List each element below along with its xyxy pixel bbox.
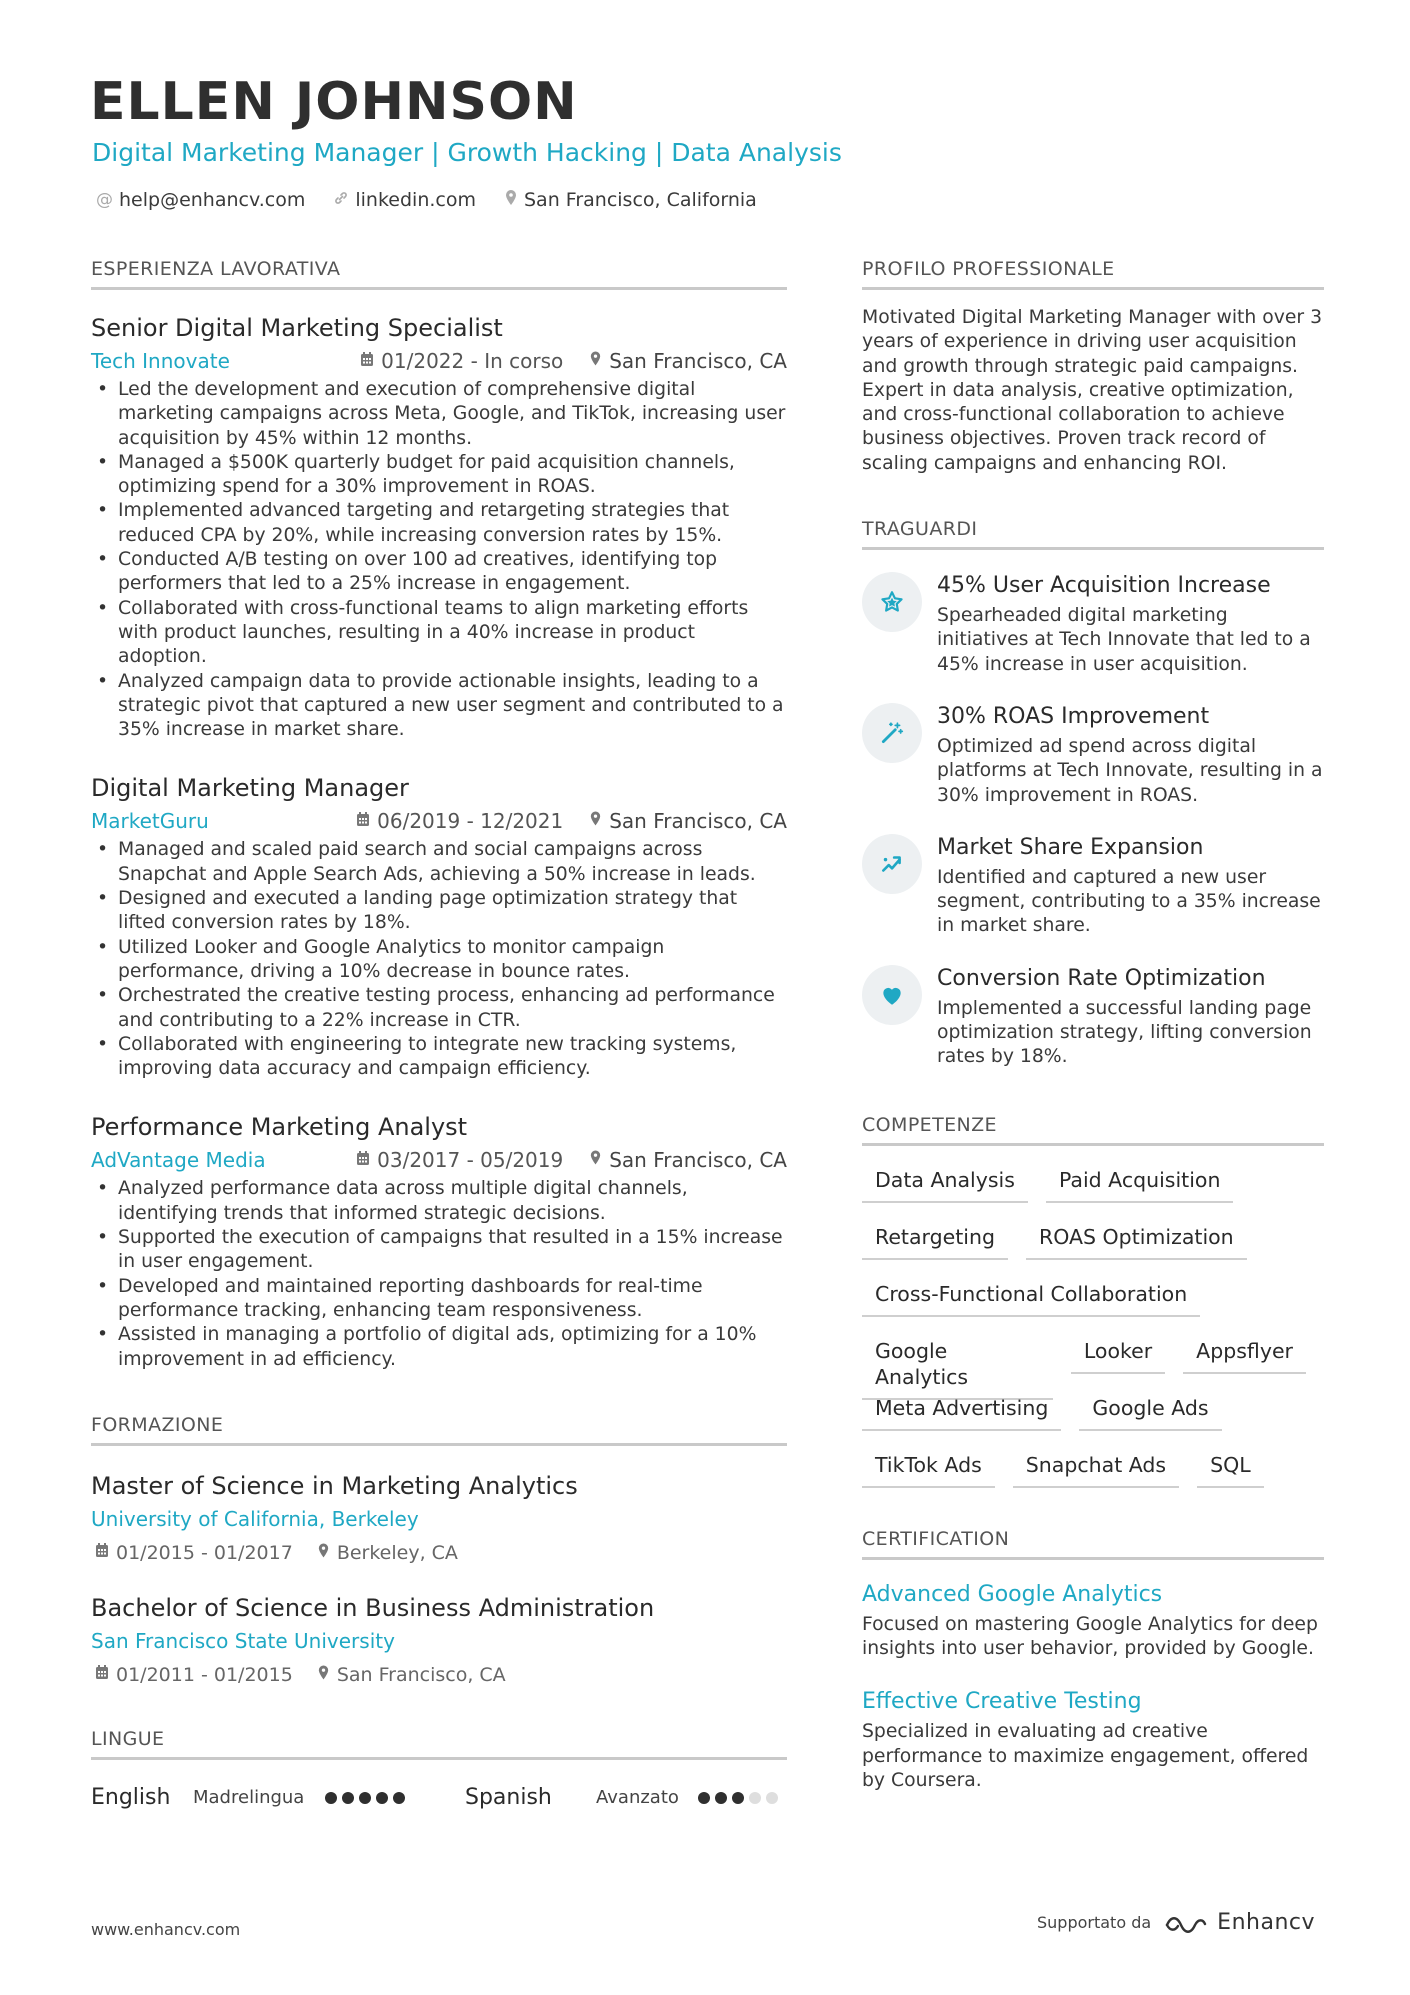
location-pin-icon: [589, 810, 602, 832]
rating-dot: [325, 1792, 337, 1804]
achievement-description: Identified and captured a new user segment, contributing to a 35% increase in market share.: [937, 866, 1321, 937]
achievements-list: [862, 571, 1324, 1070]
bullet-item: • Designed and executed a landing page optimization strategy that lifted conversion rates by 18%.: [91, 887, 787, 936]
enhancv-logo-icon: [1163, 1911, 1209, 1935]
language-rating: [698, 1792, 783, 1804]
achievement-title: 45% User Acquisition Increase: [937, 573, 1271, 599]
skill-tag: Paid Acquisition: [1046, 1163, 1234, 1203]
education-location-text: San Francisco, CA: [336, 1663, 506, 1686]
certification-item: [862, 1687, 1324, 1793]
star-icon: [862, 572, 922, 632]
skill-tag: TikTok Ads: [862, 1448, 995, 1488]
skills-list: [862, 1163, 1324, 1505]
education-degree: Master of Science in Marketing Analytics: [91, 1471, 578, 1500]
bullet-item: • Led the development and execution of comprehensive digital marketing campaigns across Meta, Google, and TikTok, increasing user acquisition by 45% within 12 months.: [91, 378, 787, 451]
achievement-body: [937, 702, 1324, 808]
experience-list: [91, 312, 787, 1372]
bullet-item: • Analyzed performance data across multiple digital channels, identifying trends that informed strategic decisions.: [91, 1177, 787, 1226]
footer-branding: [1037, 1910, 1315, 1935]
job-meta: [91, 804, 787, 838]
bullet-item: • Collaborated with cross-functional teams to align marketing efforts with product launches, resulting in a 40% increase in product adoption.: [91, 597, 787, 670]
certification-description: Focused on mastering Google Analytics for deep insights into user behavior, provided by Google.: [862, 1613, 1318, 1659]
bullet-item: • Supported the execution of campaigns that resulted in a 15% increase in user engagement.: [91, 1226, 787, 1275]
education-school: University of California, Berkeley: [91, 1506, 419, 1531]
left-column: [91, 258, 787, 1816]
skill-tag: Looker: [1071, 1334, 1165, 1374]
achievement-description: Spearheaded digital marketing initiatives at Tech Innovate that led to a 45% increase in user acquisition.: [937, 605, 1311, 675]
calendar-icon: [360, 351, 374, 372]
achievement-item: [862, 964, 1324, 1070]
education-location-text: Berkeley, CA: [336, 1541, 458, 1564]
education-dates: [95, 1664, 293, 1686]
job-company: AdVantage Media: [91, 1148, 266, 1173]
location-pin-icon: [317, 1542, 330, 1564]
enhancv-brand-name: Enhancv: [1217, 1910, 1315, 1935]
job-meta: [91, 1143, 787, 1177]
bullet-item: • Utilized Looker and Google Analytics to monitor campaign performance, driving a 10% decrease in bounce rates.: [91, 936, 787, 985]
profile-section-title: PROFILO PROFESSIONALE: [862, 258, 1324, 290]
job-bullets: [91, 378, 787, 742]
job-dates-text: 01/2022 - In corso: [381, 349, 564, 373]
bullet-item: • Managed a $500K quarterly budget for paid acquisition channels, optimizing spend for a 30% improvement in ROAS.: [91, 451, 787, 500]
languages-section-title: LINGUE: [91, 1728, 787, 1760]
contact-linkedin[interactable]: [333, 189, 476, 211]
education-location: [317, 1542, 458, 1564]
skill-tag: Data Analysis: [862, 1163, 1028, 1203]
rating-dot: [342, 1792, 354, 1804]
achievement-title: 30% ROAS Improvement: [937, 703, 1210, 729]
skill-tag: Google Analytics: [862, 1334, 1053, 1400]
right-column: [862, 258, 1324, 1793]
rating-dot: [376, 1792, 388, 1804]
education-section-title: FORMAZIONE: [91, 1414, 787, 1446]
skills-row: [862, 1448, 1324, 1505]
education-degree: Bachelor of Science in Business Administration: [91, 1593, 655, 1622]
candidate-headline: Digital Marketing Manager | Growth Hacking | Data Analysis: [92, 138, 842, 167]
at-icon: @: [96, 190, 113, 210]
heart-icon: [862, 965, 922, 1025]
contact-location: [504, 189, 757, 211]
language-level: Madrelingua: [193, 1787, 305, 1809]
education-list: [91, 1470, 787, 1692]
location-text: San Francisco, California: [524, 189, 757, 211]
job-location: [589, 1148, 787, 1172]
calendar-icon: [95, 1664, 109, 1685]
job-dates: [356, 809, 563, 833]
rating-dot: [766, 1792, 778, 1804]
job-entry: [91, 312, 787, 742]
skills-row: [862, 1163, 1324, 1220]
job-location-text: San Francisco, CA: [609, 809, 787, 834]
calendar-icon: [356, 1150, 370, 1171]
calendar-icon: [95, 1542, 109, 1563]
certification-description: Specialized in evaluating ad creative performance to maximize engagement, offered by Coursera.: [862, 1721, 1309, 1791]
rating-dot: [359, 1792, 371, 1804]
achievement-title: Market Share Expansion: [937, 834, 1204, 860]
education-school: San Francisco State University: [91, 1628, 395, 1653]
languages-list: [91, 1780, 787, 1816]
calendar-icon: [356, 811, 370, 832]
skills-row: [862, 1277, 1324, 1334]
job-entry: [91, 1111, 787, 1371]
certification-section-title: CERTIFICATION: [862, 1528, 1324, 1560]
contact-email[interactable]: [96, 189, 305, 211]
rating-dot: [698, 1792, 710, 1804]
achievement-description: Implemented a successful landing page optimization strategy, lifting conversion rates by 18%.: [937, 997, 1312, 1068]
education-location: [317, 1664, 506, 1686]
job-dates: [360, 349, 563, 373]
skill-tag: Retargeting: [862, 1220, 1008, 1260]
education-meta: [95, 1536, 787, 1570]
language-name: English: [91, 1785, 171, 1811]
job-dates-text: 03/2017 - 05/2019: [377, 1148, 564, 1173]
skill-tag: Google Ads: [1079, 1391, 1221, 1431]
rating-dot: [732, 1792, 744, 1804]
job-location: [589, 809, 787, 833]
magic-wand-icon: [862, 703, 922, 763]
job-role: Senior Digital Marketing Specialist: [91, 314, 503, 342]
bullet-item: • Analyzed campaign data to provide actionable insights, leading to a strategic pivot that captured a new user segment and contributed to a 35% increase in market share.: [91, 670, 787, 743]
rating-dot: [749, 1792, 761, 1804]
education-entry: [91, 1592, 787, 1692]
education-entry: [91, 1470, 787, 1570]
footer-website[interactable]: www.enhancv.com: [91, 1920, 241, 1939]
job-bullets: [91, 1177, 787, 1371]
skill-tag: ROAS Optimization: [1026, 1220, 1247, 1260]
bullet-item: • Assisted in managing a portfolio of digital ads, optimizing for a 10% improvement in ad efficiency.: [91, 1323, 787, 1372]
link-icon: [333, 190, 349, 211]
language-rating: [325, 1792, 465, 1804]
skill-tag: Appsflyer: [1183, 1334, 1306, 1374]
job-entry: [91, 772, 787, 1081]
bullet-item: • Managed and scaled paid search and social campaigns across Snapchat and Apple Search Ads, achieving a 50% increase in leads.: [91, 838, 787, 887]
skills-row: [862, 1220, 1324, 1277]
email-text: help@enhancv.com: [119, 189, 306, 211]
job-role: Performance Marketing Analyst: [91, 1113, 468, 1142]
job-meta: [91, 344, 787, 378]
achievement-item: [862, 702, 1324, 808]
achievement-description: Optimized ad spend across digital platforms at Tech Innovate, resulting in a 30% improvement in ROAS.: [937, 735, 1323, 806]
education-dates-text: 01/2011 - 01/2015: [116, 1663, 293, 1686]
job-dates-text: 06/2019 - 12/2021: [377, 809, 564, 834]
rating-dot: [393, 1792, 405, 1804]
bullet-item: • Implemented advanced targeting and retargeting strategies that reduced CPA by 20%, while increasing conversion rates by 15%.: [91, 499, 787, 548]
certification-list: [862, 1580, 1324, 1793]
job-location-text: San Francisco, CA: [609, 1148, 787, 1173]
job-dates: [356, 1148, 563, 1172]
location-pin-icon: [589, 350, 602, 372]
language-level: Avanzato: [596, 1787, 679, 1809]
skills-section-title: COMPETENZE: [862, 1114, 1324, 1146]
achievement-title: Conversion Rate Optimization: [937, 965, 1266, 991]
education-meta: [95, 1658, 787, 1692]
job-location: [589, 349, 787, 373]
bullet-item: • Collaborated with engineering to integrate new tracking systems, improving data accuracy and campaign efficiency.: [91, 1033, 787, 1082]
achievement-body: [937, 571, 1324, 677]
skill-tag: SQL: [1197, 1448, 1264, 1488]
certification-item: [862, 1580, 1324, 1662]
skills-row: [862, 1391, 1324, 1448]
job-company: Tech Innovate: [91, 349, 230, 373]
job-location-text: San Francisco, CA: [609, 349, 787, 373]
skill-tag: Snapchat Ads: [1013, 1448, 1179, 1488]
achievement-item: [862, 571, 1324, 677]
candidate-name: ELLEN JOHNSON: [90, 72, 578, 132]
language-name: Spanish: [465, 1785, 552, 1811]
education-dates-text: 01/2015 - 01/2017: [116, 1541, 293, 1564]
skill-tag: Meta Advertising: [862, 1391, 1061, 1431]
achievement-item: [862, 833, 1324, 939]
bullet-item: • Developed and maintained reporting dashboards for real-time performance tracking, enhancing team responsiveness.: [91, 1275, 787, 1324]
experience-section-title: ESPERIENZA LAVORATIVA: [91, 258, 787, 290]
bullet-item: • Orchestrated the creative testing process, enhancing ad performance and contributing to a 22% increase in CTR.: [91, 984, 787, 1033]
rating-dot: [715, 1792, 727, 1804]
skill-tag: Cross-Functional Collaboration: [862, 1277, 1200, 1317]
education-dates: [95, 1542, 293, 1564]
location-pin-icon: [317, 1664, 330, 1686]
certification-title: Effective Creative Testing: [862, 1689, 1142, 1715]
location-pin-icon: [589, 1149, 602, 1171]
certification-title: Advanced Google Analytics: [862, 1581, 1163, 1607]
location-pin-icon: [504, 189, 518, 211]
bullet-item: • Conducted A/B testing on over 100 ad creatives, identifying top performers that led to a 25% increase in engagement.: [91, 548, 787, 597]
profile-summary: Motivated Digital Marketing Manager with over 3 years of experience in driving user acquisition and growth through strategic paid campaigns. Expert in data analysis, creative optimization, and cross-functional collaboration to achieve business objectives. Proven track record of scaling campaigns and enhancing ROI.: [862, 307, 1323, 474]
linkedin-text: linkedin.com: [355, 189, 476, 211]
growth-arrow-icon: [862, 834, 922, 894]
job-bullets: [91, 838, 787, 1081]
powered-by-text: Supportato da: [1037, 1913, 1152, 1932]
job-role: Digital Marketing Manager: [91, 774, 409, 803]
job-company: MarketGuru: [91, 809, 209, 834]
achievements-section-title: TRAGUARDI: [862, 518, 1324, 550]
achievement-body: [937, 964, 1324, 1070]
achievement-body: [937, 833, 1324, 939]
skills-row: [862, 1334, 1324, 1391]
contact-bar: [96, 189, 785, 211]
